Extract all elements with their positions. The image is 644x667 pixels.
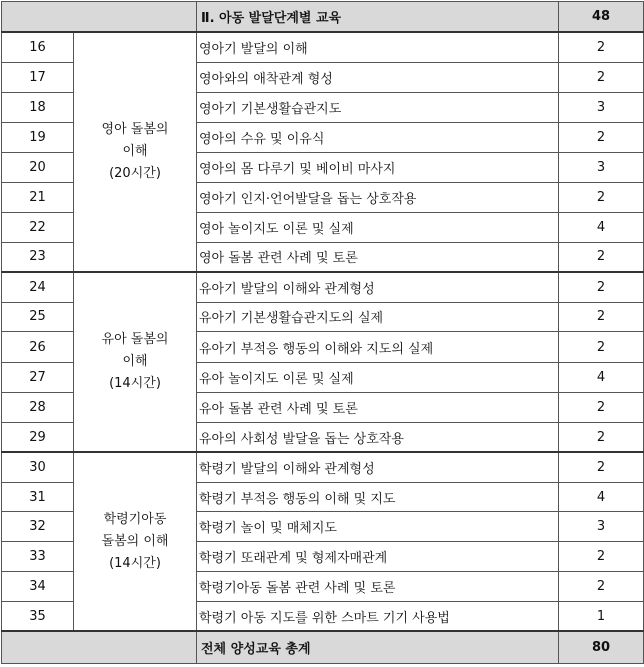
total-hours: 80 (559, 631, 644, 663)
total-blank-cell (2, 631, 197, 663)
subject: 유아 놀이지도 이론 및 실제 (197, 363, 559, 393)
subject: 학령기 발달의 이해와 관계형성 (197, 452, 559, 482)
hours: 2 (559, 183, 644, 213)
group-name (74, 452, 197, 631)
group-name-line: 영아 돌봄의 (101, 122, 169, 138)
subject: 영아기 기본생활습관지도 (197, 92, 559, 123)
total-title: 전체 양성교육 총계 (197, 631, 559, 663)
table-row (2, 272, 644, 302)
hours: 3 (559, 512, 644, 542)
row-number: 24 (2, 272, 74, 302)
section-title: Ⅱ. 아동 발달단계별 교육 (197, 2, 559, 33)
row-number: 17 (2, 62, 74, 92)
subject: 유아 돌봄 관련 사례 및 토론 (197, 393, 559, 423)
section-header-row (2, 2, 644, 33)
table-row (2, 32, 644, 62)
header-blank-cell (2, 2, 197, 33)
row-number: 21 (2, 183, 74, 213)
hours: 2 (559, 123, 644, 153)
hours: 2 (559, 332, 644, 363)
row-number: 29 (2, 422, 74, 452)
subject: 영아기 발달의 이해 (197, 32, 559, 62)
row-number: 23 (2, 242, 74, 272)
group-name-line: 돌봄의 이해 (101, 533, 169, 549)
subject: 영아 돌봄 관련 사례 및 토론 (197, 242, 559, 272)
group-name-line: 이해 (122, 144, 148, 160)
hours: 2 (559, 393, 644, 423)
total-row (2, 631, 644, 663)
hours: 4 (559, 212, 644, 242)
row-number: 18 (2, 92, 74, 123)
hours: 2 (559, 242, 644, 272)
hours: 2 (559, 542, 644, 572)
subject: 학령기 부적응 행동의 이해 및 지도 (197, 482, 559, 512)
group-name-line: (20시간) (109, 166, 161, 182)
subject: 유아의 사회성 발달을 돕는 상호작용 (197, 422, 559, 452)
row-number: 30 (2, 452, 74, 482)
row-number: 16 (2, 32, 74, 62)
hours: 3 (559, 153, 644, 183)
hours: 1 (559, 601, 644, 631)
curriculum-table (1, 1, 644, 664)
curriculum-body (2, 2, 644, 664)
hours: 2 (559, 302, 644, 332)
group-name-line: 학령기아동 (103, 511, 167, 527)
hours: 2 (559, 422, 644, 452)
subject: 영아의 수유 및 이유식 (197, 123, 559, 153)
row-number: 33 (2, 542, 74, 572)
row-number: 28 (2, 393, 74, 423)
subject: 유아기 발달의 이해와 관계형성 (197, 272, 559, 302)
row-number: 19 (2, 123, 74, 153)
hours: 2 (559, 62, 644, 92)
row-number: 31 (2, 482, 74, 512)
row-number: 32 (2, 512, 74, 542)
hours: 2 (559, 572, 644, 602)
row-number: 35 (2, 601, 74, 631)
group-name-line: (14시간) (109, 555, 161, 571)
subject: 영아기 인지·언어발달을 돕는 상호작용 (197, 183, 559, 213)
subject: 학령기 놀이 및 매체지도 (197, 512, 559, 542)
subject: 영아의 몸 다루기 및 베이비 마사지 (197, 153, 559, 183)
group-name (74, 272, 197, 452)
section-total-hours: 48 (559, 2, 644, 33)
subject: 학령기 또래관계 및 형제자매관계 (197, 542, 559, 572)
hours: 3 (559, 92, 644, 123)
row-number: 27 (2, 363, 74, 393)
row-number: 26 (2, 332, 74, 363)
hours: 4 (559, 482, 644, 512)
subject: 영아와의 애착관계 형성 (197, 62, 559, 92)
group-name (74, 32, 197, 272)
row-number: 34 (2, 572, 74, 602)
subject: 학령기아동 돌봄 관련 사례 및 토론 (197, 572, 559, 602)
hours: 4 (559, 363, 644, 393)
group-name-line: (14시간) (109, 376, 161, 392)
group-name-line: 유아 돌봄의 (101, 332, 169, 348)
hours: 2 (559, 32, 644, 62)
hours: 2 (559, 272, 644, 302)
row-number: 20 (2, 153, 74, 183)
row-number: 22 (2, 212, 74, 242)
group-name-line: 이해 (122, 354, 148, 370)
table-row (2, 452, 644, 482)
subject: 학령기 아동 지도를 위한 스마트 기기 사용법 (197, 601, 559, 631)
row-number: 25 (2, 302, 74, 332)
hours: 2 (559, 452, 644, 482)
subject: 영아 놀이지도 이론 및 실제 (197, 212, 559, 242)
subject: 유아기 부적응 행동의 이해와 지도의 실제 (197, 332, 559, 363)
subject: 유아기 기본생활습관지도의 실제 (197, 302, 559, 332)
